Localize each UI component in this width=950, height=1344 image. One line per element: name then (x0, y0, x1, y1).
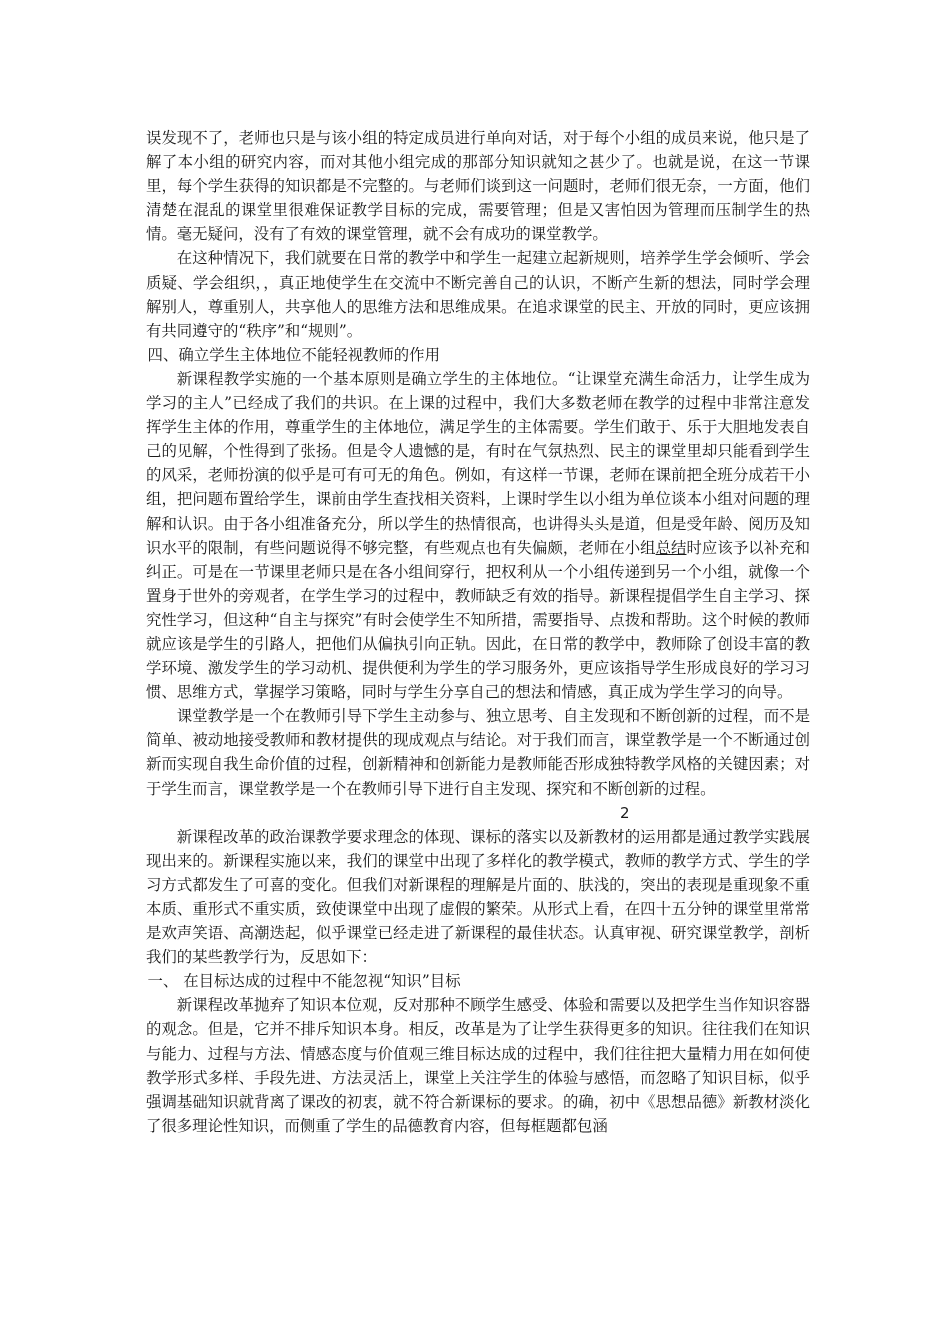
underlined-word: 总结 (655, 538, 687, 557)
paragraph-3-part-1: 新课程教学实施的一个基本原则是确立学生的主体地位。“让课堂充满生命活力，让学生成为学习的主人”已经成了我们的共识。在上课的过程中，我们大多数老师在教学的过程中非常注意发挥学生主体的作用，尊重学生的主体地位，满足学生的主体需要。学生们敢于、乐于大胆地发表自己的见解，个性得到了张扬。但是令人遗憾的是，有时在气氛热烈、民主的课堂里却只能看到学生的风采，老师扮演的似乎是可有可无的角色。例如，有这样一节课，老师在课前把全班分成若干小组，把问题布置给学生，课前由学生查找相关资料，上课时学生以小组为单位谈本小组对问题的理解和认识。由于各小组准备充分，所以学生的热情很高，也讲得头头是道，但是受年龄、阅历及知识水平的限制，有些问题说得不够完整，有些观点也有失偏颇，老师在小组 (146, 369, 810, 557)
paragraph-1: 误发现不了，老师也只是与该小组的特定成员进行单向对话，对于每个小组的成员来说，他只是了解了本小组的研究内容，而对其他小组完成的那部分知识就知之甚少了。也就是说，在这一节课里，每个学生获得的知识都是不完整的。与老师们谈到这一问题时，老师们很无奈，一方面，他们清楚在混乱的课堂里很难保证教学目标的完成，需要管理；但是又害怕因为管理而压制学生的热情。毫无疑问，没有了有效的课堂管理，就不会有成功的课堂教学。 (146, 129, 810, 244)
section-heading-1: 一、 在目标达成的过程中不能忽视“知识”目标 (147, 972, 461, 991)
paragraph-3 (146, 367, 810, 704)
paragraph-4: 课堂教学是一个在教师引导下学生主动参与、独立思考、自主发现和不断创新的过程，而不是简单、被动地接受教师和教材提供的现成观点与结论。对于我们而言，课堂教学是一个不断通过创新而实现自我生命价值的过程，创新精神和创新能力是教师能否形成独特教学风格的关键因素；对于学生而言，课堂教学是一个在教师引导下进行自主发现、探究和不断创新的过程。 (146, 707, 810, 798)
paragraph-5: 新课程改革的政治课教学要求理念的体现、课标的落实以及新教材的运用都是通过教学实践展现出来的。新课程实施以来，我们的课堂中出现了多样化的教学模式，教师的教学方式、学生的学习方式都发生了可喜的变化。但我们对新课程的理解是片面的、肤浅的，突出的表现是重现象不重本质、重形式不重实质，致使课堂中出现了虚假的繁荣。从形式上看，在四十五分钟的课堂里常常是欢声笑语、高潮迭起，似乎课堂已经走进了新课程的最佳状态。认真审视、研究课堂教学，剖析我们的某些教学行为，反思如下： (146, 827, 810, 967)
paragraph-3-part-2: 时应该予以补充和纠正。可是在一节课里老师只是在各小组间穿行，把权利从一个小组传递到另一个小组，就像一个置身于世外的旁观者，在学生学习的过程中，教师缺乏有效的指导。新课程提倡学生自主学习、探究性学习，但这种“自主与探究”有时会使学生不知所措，需要指导、点拨和帮助。这个时候的教师就应该是学生的引路人，把他们从偏执引向正轨。因此，在日常的教学中，教师除了创设丰富的教学环境、激发学生的学习动机、提供便利为学生的学习服务外，更应该指导学生形成良好的学习习惯、思维方式，掌握学习策略，同时与学生分享自己的想法和情感，真正成为学生学习的向导。 (146, 538, 810, 702)
paragraph-2: 在这种情况下，我们就要在日常的教学中和学生一起建立起新规则，培养学生学会倾听、学会质疑、学会组织，，真正地使学生在交流中不断完善自己的认识，不断产生新的想法，同时学会理解别人，尊重别人，共享他人的思维方法和思维成果。在追求课堂的民主、开放的同时，更应该拥有共同遵守的“秩序”和“规则”。 (146, 249, 810, 340)
document-page (146, 126, 810, 1138)
paragraph-6: 新课程改革抛弃了知识本位观，反对那种不顾学生感受、体验和需要以及把学生当作知识容器的观念。但是，它并不排斥知识本身。相反，改革是为了让学生获得更多的知识。往往我们在知识与能力、过程与方法、情感态度与价值观三维目标达成的过程中，我们往往把大量精力用在如何使教学形式多样、手段先进、方法灵活上，课堂上关注学生的体验与感悟，而忽略了知识目标，似乎强调基础知识就背离了课改的初衷，就不符合新课标的要求。的确，初中《思想品德》新教材淡化了很多理论性知识，而侧重了学生的品德教育内容，但每框题都包涵 (146, 996, 810, 1135)
page-number: 2 (620, 803, 630, 822)
section-heading-4: 四、确立学生主体地位不能轻视教师的作用 (147, 345, 440, 364)
